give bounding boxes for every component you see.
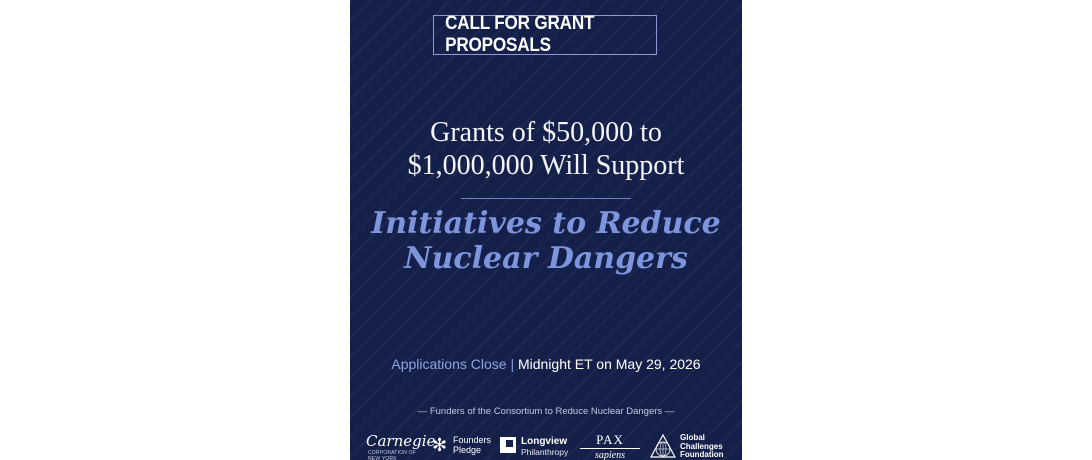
funders-caption: — Funders of the Consortium to Reduce Nuclear Dangers — [417,406,675,417]
founders-line-2: Pledge [453,444,482,455]
pax-sapiens-logo [580,430,640,460]
globe-triangle-icon [650,434,676,458]
subhead-line-2: Nuclear Dangers [404,241,688,276]
call-for-proposals-badge [433,15,657,55]
longview-line-1: Longview [521,436,568,447]
badge-label: CALL FOR GRANT PROPOSALS [445,13,595,56]
gcf-line-2: Challenges [680,441,723,451]
longview-line-2: Philanthropy [521,447,569,457]
grant-amount-headline [350,116,742,182]
grant-poster [350,0,742,460]
deadline-value: Midnight ET on May 29, 2026 [517,356,701,372]
gcf-line-1: Global [680,433,705,442]
deadline-label: Applications Close [391,356,507,372]
founders-line-1: Founders [453,435,492,445]
longview-philanthropy-logo [500,430,574,460]
initiative-subhead [350,206,742,276]
asterisk-icon: ✻ [432,435,448,455]
headline-divider [461,198,631,199]
pax-wordmark: PAX [596,432,624,447]
pax-subtext: sapiens [595,450,625,460]
headline-line-1: Grants of $50,000 to [430,117,662,148]
gcf-line-3: Foundation [680,450,724,459]
carnegie-subtext: CORPORATION OF NEW YORK [368,450,416,460]
headline-line-2: $1,000,000 Will Support [407,150,685,181]
deadline-separator: | [510,356,515,372]
application-deadline [350,355,742,373]
pax-rule [580,448,640,449]
carnegie-wordmark: Carnegie [366,432,436,450]
founders-pledge-logo [432,430,496,460]
longview-mark-icon [500,437,516,453]
funder-logos [350,430,742,460]
carnegie-logo [364,430,436,460]
global-challenges-foundation-logo [650,430,730,460]
subhead-line-1: Initiatives to Reduce [371,206,721,241]
